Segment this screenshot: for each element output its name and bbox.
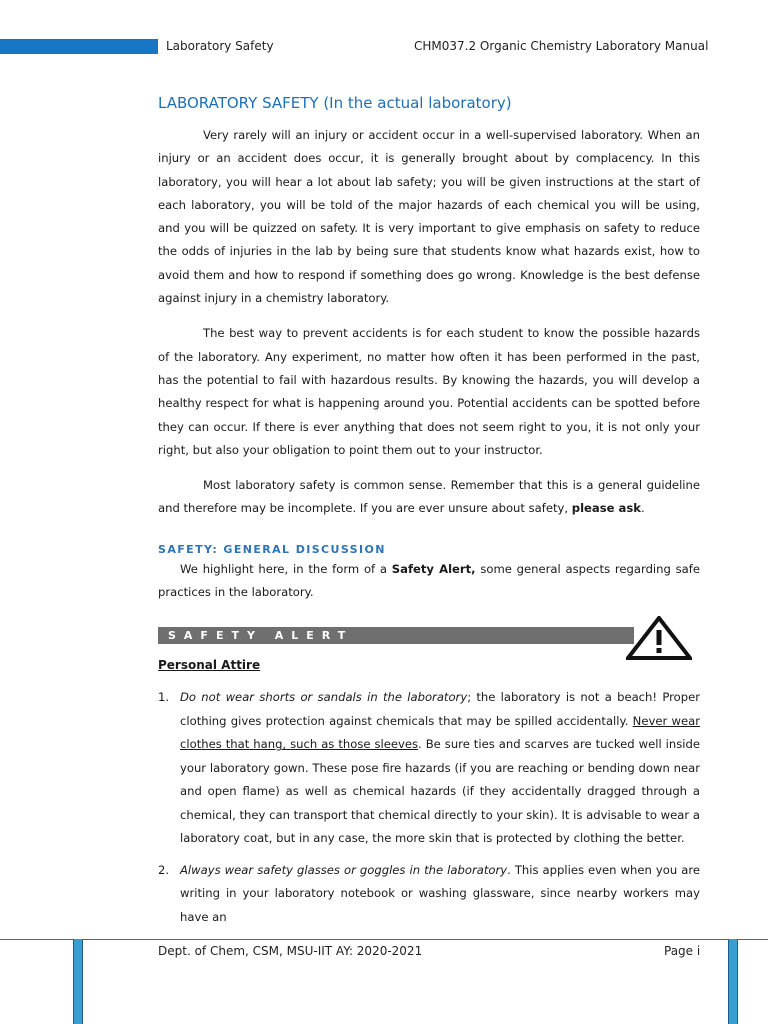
list-item-number: 2. [158, 862, 170, 877]
safety-alert-banner [158, 616, 700, 658]
paragraph-3 [158, 474, 700, 521]
paragraph-3-end: . [640, 501, 645, 516]
footer-page-number: Page i [664, 944, 701, 958]
section-intro-post: some general aspects regarding safe practices in the laboratory. [158, 561, 700, 600]
header-accent-bar [0, 39, 158, 54]
list-item-italic: Always wear safety glasses or goggles in the laboratory [180, 862, 508, 877]
page-content [158, 90, 700, 929]
header-left-title: Laboratory Safety [166, 39, 274, 53]
list-item-text-cont: . Be sure ties and scarves are tucked well inside your laboratory gown. These pose fire hazards (if you are reaching or bending down near and open flame) as well as chemical hazards (if they accidentally dragged through a chemical, they can transport that chemical directly to your skin). It is advisable to wear a laboratory coat, but in any case, the more skin that is protected by clothing the better. [180, 737, 700, 846]
footer-rule [0, 939, 768, 940]
list-item-number: 1. [158, 690, 170, 705]
list-item [158, 686, 700, 851]
footer-right-accent-bar [728, 939, 738, 1024]
header-right-title: CHM037.2 Organic Chemistry Laboratory Manual [414, 39, 709, 53]
paragraph-3-text: Most laboratory safety is common sense. Remember that this is a general guideline and therefore may be incomplete. If you are ever unsure about safety, [158, 478, 700, 516]
section-heading: SAFETY: GENERAL DISCUSSION [158, 542, 386, 556]
safety-alert-bar: SAFETY ALERT [158, 627, 634, 644]
paragraph-1: Very rarely will an injury or accident occur in a well-supervised laboratory. When an injury or an accident does occur, it is generally brought about by complacency. In this laboratory, you will hear a lot about lab safety; you will be given instructions at the start of each laboratory, you will be told of the major hazards of each chemical you will be using, and you will be quizzed on safety. It is very important to give emphasis on safety to reduce the odds of injuries in the lab by being sure that students know what hazards exist, how to avoid them and how to respond if something does go wrong. Knowledge is the best defense against injury in a chemistry laboratory. [158, 128, 700, 306]
section-intro [158, 558, 700, 605]
paragraph-2: The best way to prevent accidents is for each student to know the possible hazards of the laboratory. Any experiment, no matter how often it has been performed in the past, has the potential to fail with hazardous results. By knowing the hazards, you will develop a healthy respect for what is happening around you. Potential accidents can be spotted before they can occur. If there is ever anything that does not seem right to you, it is not only your right, but also your obligation to point them out to your instructor. [158, 326, 700, 457]
footer-left-accent-bar [73, 939, 83, 1024]
list-item [158, 859, 700, 930]
safety-alert-bold: Safety Alert, [391, 561, 476, 576]
page-title: LABORATORY SAFETY (In the actual laboratory) [158, 94, 512, 112]
section-intro-pre: We highlight here, in the form of a [180, 561, 392, 576]
warning-triangle-icon [626, 616, 692, 660]
list-item-underline: Never wear clothes that hang, such as those sleeves [180, 713, 700, 752]
list-item-text: . This applies even when you are writing in your laboratory notebook or washing glassware, since nearby workers may have an [180, 862, 700, 924]
footer-department: Dept. of Chem, CSM, MSU-IIT AY: 2020-2021 [158, 944, 423, 958]
please-ask-bold: please ask [571, 501, 641, 516]
list-item-italic: Do not wear shorts or sandals in the laboratory [180, 690, 468, 705]
list-item-text: ; the laboratory is not a beach! Proper clothing gives protection against chemicals that may be spilled accidentally. [180, 690, 700, 728]
personal-attire-heading: Personal Attire [158, 658, 261, 673]
